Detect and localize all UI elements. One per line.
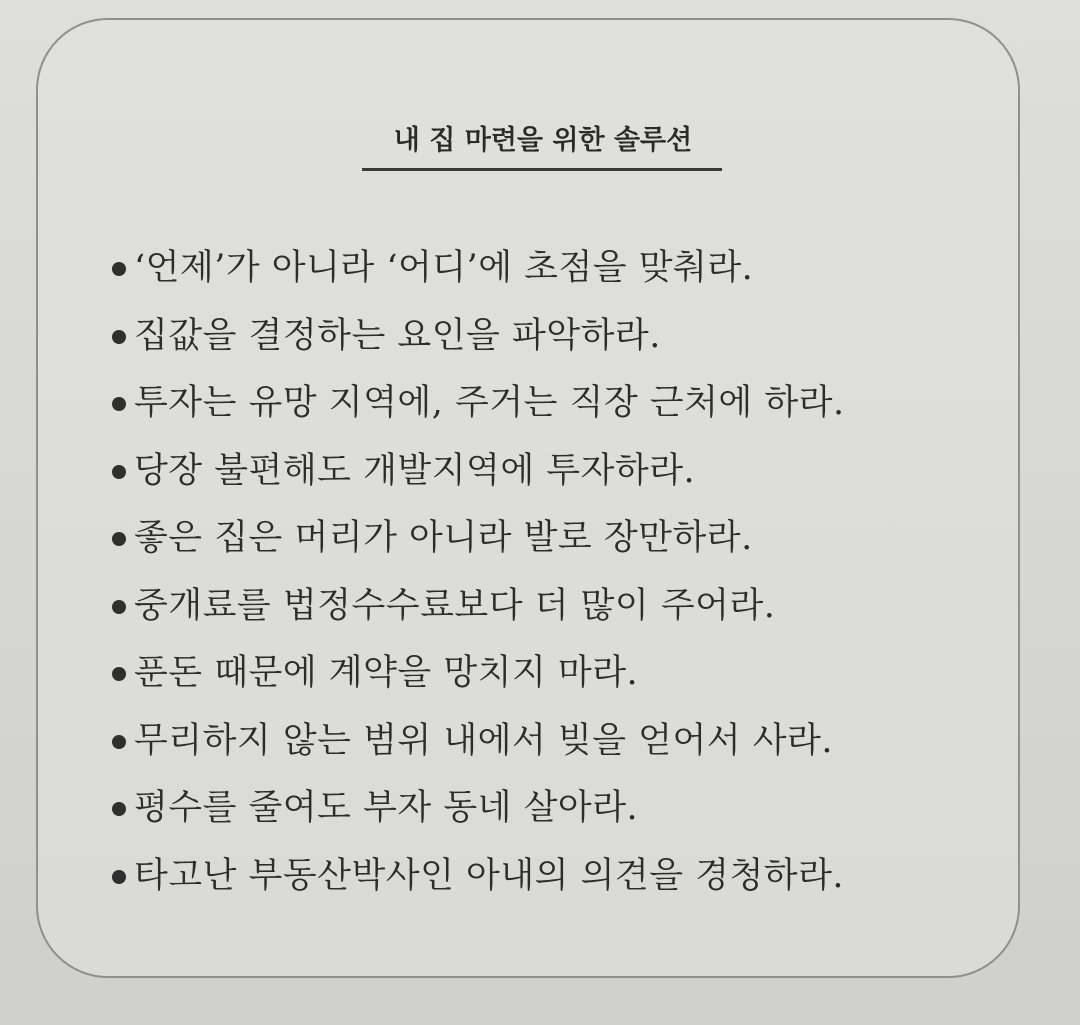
list-item-text: 집값을 결정하는 요인을 파악하라. [134, 315, 661, 356]
list-item [112, 584, 845, 652]
bullet-icon [112, 600, 126, 614]
list-item [112, 651, 845, 719]
list-item [112, 381, 845, 449]
bullet-icon [112, 735, 126, 749]
bullet-icon [112, 330, 126, 344]
bullet-icon [112, 532, 126, 546]
list-item-text: ‘언제’가 아니라 ‘어디’에 초점을 맞춰라. [134, 248, 754, 288]
list-item [112, 246, 845, 314]
list-item-text: 무리하지 않는 범위 내에서 빚을 얻어서 사라. [134, 720, 833, 761]
list-item-text: 투자는 유망 지역에, 주거는 직장 근처에 하라. [134, 383, 845, 423]
bullet-icon [112, 870, 126, 884]
list-item [112, 449, 845, 517]
bullet-icon [112, 262, 126, 276]
list-item [112, 719, 845, 787]
list-item-text: 타고난 부동산박사인 아내의 의견을 경청하라. [134, 855, 845, 896]
list-item [112, 786, 845, 854]
solution-list [112, 246, 845, 921]
list-item-text: 중개료를 법정수수료보다 더 많이 주어라. [134, 585, 776, 626]
bullet-icon [112, 667, 126, 681]
list-item [112, 854, 845, 922]
bullet-icon [112, 802, 126, 816]
list-item [112, 516, 845, 584]
box-title: 내 집 마련을 위한 솔루션 [393, 125, 693, 156]
list-item-text: 평수를 줄여도 부자 동네 살아라. [134, 788, 639, 828]
list-item [112, 314, 845, 382]
list-item-text: 푼돈 때문에 계약을 망치지 마라. [134, 653, 639, 693]
list-item-text: 좋은 집은 머리가 아니라 발로 장만하라. [134, 518, 753, 558]
list-item-text: 당장 불편해도 개발지역에 투자하라. [134, 450, 696, 491]
title-underline [362, 168, 722, 171]
bullet-icon [112, 397, 126, 411]
bullet-icon [112, 465, 126, 479]
